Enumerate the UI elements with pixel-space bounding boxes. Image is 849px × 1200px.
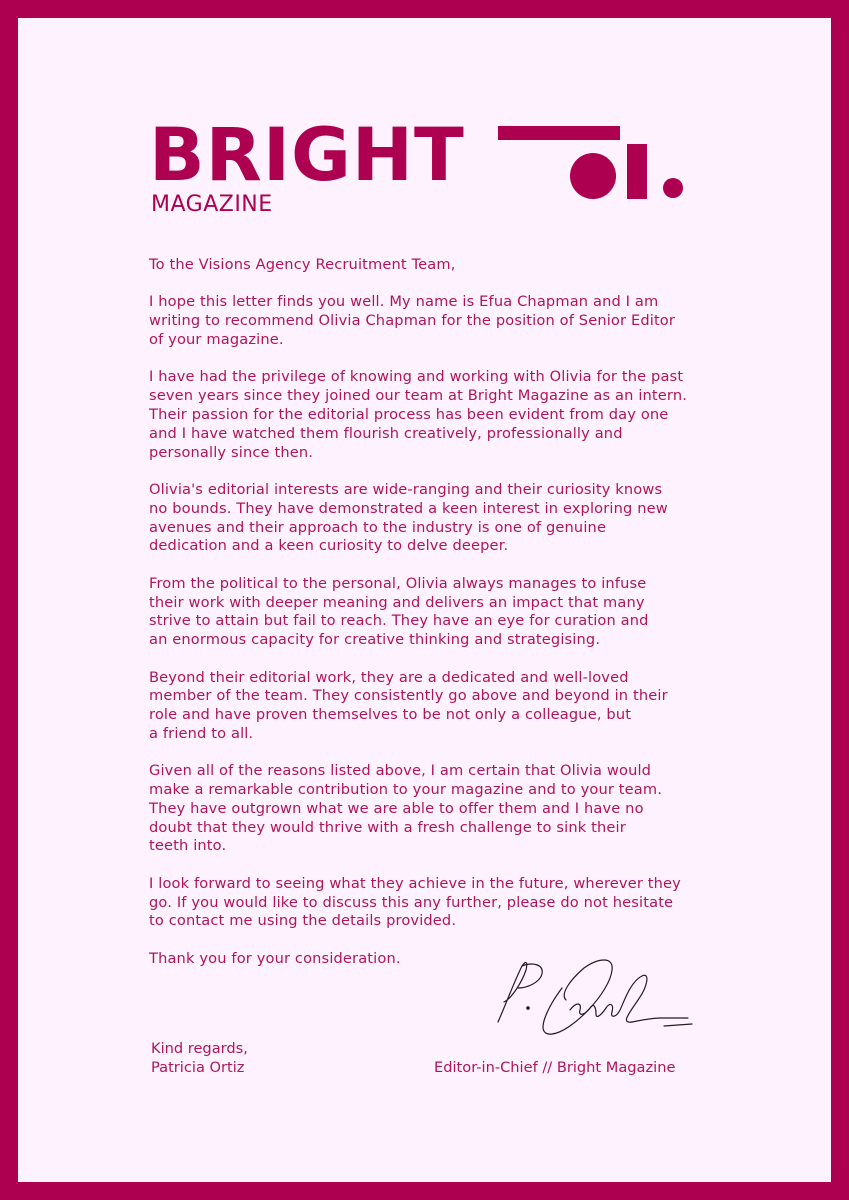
letter-body [149, 256, 719, 987]
logo-small-dot [663, 178, 683, 198]
geometric-logo-icon [498, 126, 688, 202]
logo-large-dot [570, 153, 616, 199]
thanks-line: Thank you for your consideration. [149, 949, 401, 967]
closing-block [151, 1039, 248, 1077]
signer-title: Editor-in-Chief // Bright Magazine [434, 1059, 676, 1076]
brand-wordmark: BRIGHT [149, 113, 465, 198]
paragraph-1: I hope this letter finds you well. My name is Efua Chapman and I am writing to recommend Olivia Chapman for the position of Senior Editor of your magazine. [149, 293, 676, 348]
paragraph-5: Beyond their editorial work, they are a dedicated and well-loved member of the team. They consistently go above and beyond in their role and have proven themselves to be not only a colleague, but a friend to all. [149, 668, 668, 742]
paragraph-6: Given all of the reasons listed above, I am certain that Olivia would make a remarkable contribution to your magazine and to your team. They have outgrown what we are able to offer them and I have no doubt that they would thrive with a fresh challenge to sink their teeth into. [149, 762, 663, 855]
salutation: To the Visions Agency Recruitment Team, [149, 256, 456, 273]
paragraph-7: I look forward to seeing what they achieve in the future, wherever they go. If you would like to discuss this any further, please do not hesitate to contact me using the details provided. [149, 874, 681, 930]
logo-vertical-bar [627, 144, 647, 199]
signer-name: Patricia Ortiz [151, 1059, 245, 1076]
paragraph-4: From the political to the personal, Olivia always manages to infuse their work with deeper meaning and delivers an impact that many strive to attain but fail to reach. They have an eye for curation and an enormous capacity for creative thinking and strategising. [149, 574, 649, 649]
brand-subtitle: MAGAZINE [151, 192, 273, 217]
handwritten-signature [492, 952, 702, 1044]
closing-line: Kind regards, [151, 1040, 248, 1057]
paragraph-3: Olivia's editorial interests are wide-ranging and their curiosity knows no bounds. They have demonstrated a keen interest in exploring new avenues and their approach to the industry is one of genuine dedication and a keen curiosity to delve deeper. [149, 480, 668, 555]
logo-top-bar [498, 126, 620, 140]
paragraph-2: I have had the privilege of knowing and working with Olivia for the past seven years since they joined our team at Bright Magazine as an intern. Their passion for the editorial process has been evident from day one and I have watched them flourish creatively, professionally and personally since then. [149, 368, 688, 461]
